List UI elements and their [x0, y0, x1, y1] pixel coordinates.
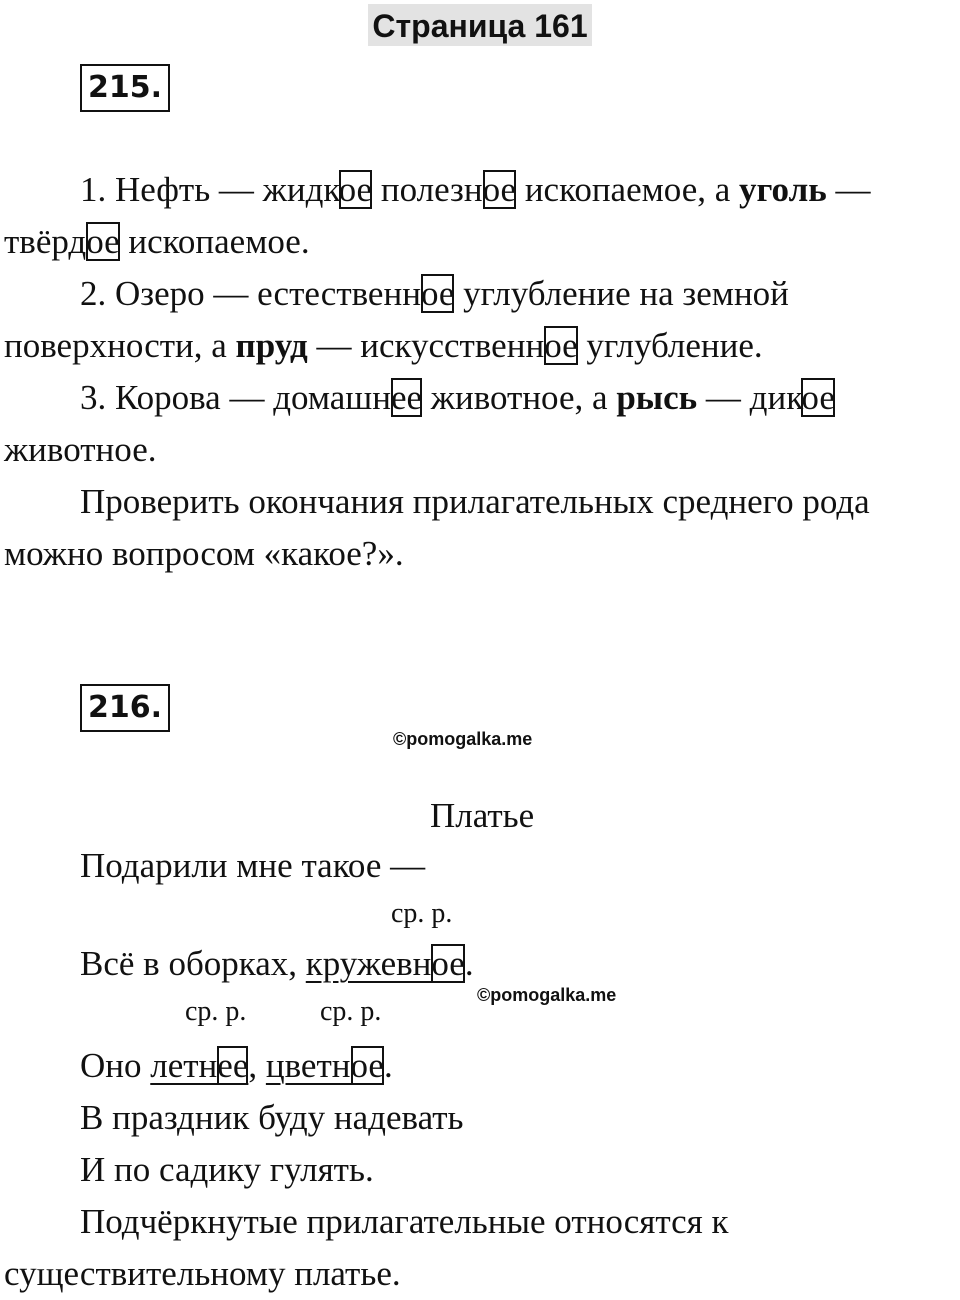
- poem-line-3: Оно летнее, цветное.: [80, 1046, 393, 1085]
- ending-box: ое: [338, 170, 373, 209]
- sentence-3-line-2: животное.: [4, 430, 157, 469]
- bold-word: уголь: [739, 170, 827, 209]
- watermark: ©pomogalka.me: [477, 985, 617, 1005]
- page-title-text: Страница 161: [368, 4, 591, 46]
- sentence-1-line-1: 1. Нефть — жидкое полезное ископаемое, а уголь —: [80, 170, 871, 209]
- poem-line-2: Всё в оборках, кружевное.: [80, 944, 474, 983]
- gender-note: ср. р.: [185, 996, 247, 1027]
- underlined-adjective: кружевное: [305, 944, 465, 983]
- ending-box: ее: [390, 378, 423, 417]
- sentence-2-line-2: поверхности, а пруд — искусственное углубление.: [4, 326, 763, 365]
- ending-box: ое: [801, 378, 835, 417]
- task-number-216: 216.: [80, 684, 170, 732]
- ending-box: ое: [431, 944, 465, 983]
- gender-note: ср. р.: [320, 996, 382, 1027]
- conclusion-line-1: Подчёркнутые прилагательные относятся к: [80, 1202, 729, 1241]
- bold-word: рысь: [616, 378, 698, 417]
- ending-box: ое: [544, 326, 578, 365]
- underlined-adjective: цветное: [265, 1046, 384, 1085]
- conclusion-line-2: существительному платье.: [4, 1254, 401, 1293]
- sentence-3-line-1: 3. Корова — домашнее животное, а рысь — дикое: [80, 378, 835, 417]
- ending-box: ое: [420, 274, 455, 313]
- task-number-215: 215.: [80, 64, 170, 112]
- poem-line-4: В праздник буду надевать: [80, 1098, 464, 1137]
- poem-line-1: Подарили мне такое —: [80, 846, 426, 885]
- page-title: [0, 4, 960, 46]
- gender-note: ср. р.: [391, 898, 453, 929]
- sentence-2-line-1: 2. Озеро — естественное углубление на земной: [80, 274, 789, 313]
- watermark: ©pomogalka.me: [393, 729, 533, 749]
- bold-word: пруд: [235, 326, 308, 365]
- ending-box: ее: [217, 1046, 249, 1085]
- ending-box: ое: [482, 170, 517, 209]
- explanation-line-2: можно вопросом «какое?».: [4, 534, 404, 573]
- sentence-1-line-2: твёрдое ископаемое.: [4, 222, 310, 261]
- poem-title: Платье: [430, 796, 535, 835]
- poem-line-5: И по садику гулять.: [80, 1150, 374, 1189]
- ending-box: ое: [86, 222, 120, 261]
- ending-box: ое: [350, 1046, 384, 1085]
- explanation-line-1: Проверить окончания прилагательных среднего рода: [80, 482, 870, 521]
- underlined-adjective: летнее: [150, 1046, 249, 1085]
